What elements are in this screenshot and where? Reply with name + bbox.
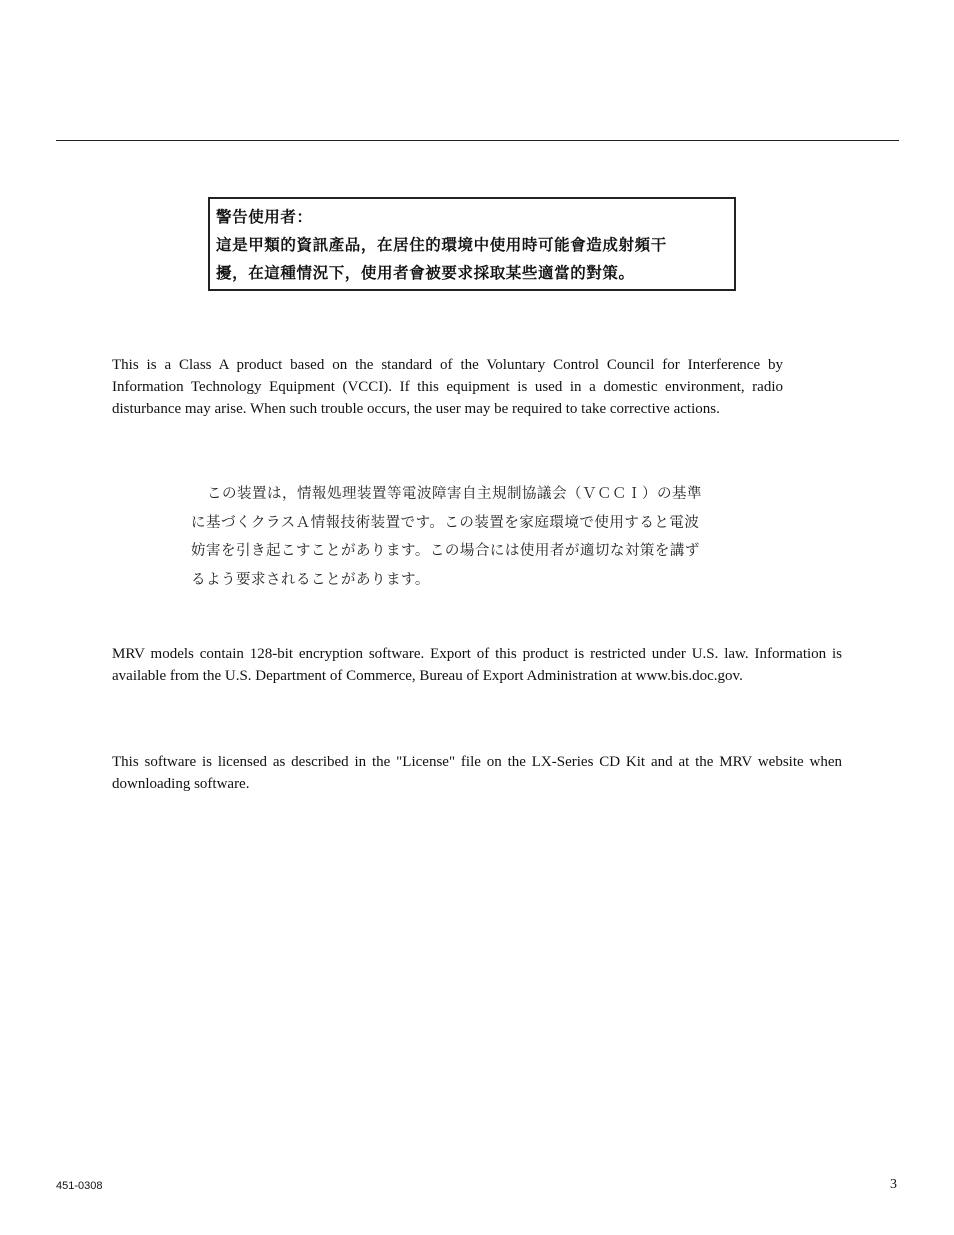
document-number: 451-0308 [56,1180,103,1192]
vcci-japanese-line-3: 妨害を引き起こすことがあります。この場合には使用者が適切な対策を講ず [191,543,700,559]
vcci-english-notice: This is a Class A product based on the standard of the Voluntary Control Council for Interference by Information Technology Equipment (VCCI). If this equipment is used in a domestic environment, radio disturbance may arise. When such trouble occurs, the user may be required to take corrective actions. [112,357,783,417]
page-number: 3 [890,1177,897,1192]
export-notice: MRV models contain 128-bit encryption software. Export of this product is restricted under U.S. law. Information is available from the U.S. Department of Commerce, Bureau of Export Administration at www.bis.doc.gov. [112,646,842,684]
vcci-japanese-line-2: に基づくクラスＡ情報技術装置です。この装置を家庭環境で使用すると電波 [191,514,700,531]
vcci-japanese-notice [191,480,761,594]
taiwan-class-a-warning [208,197,736,291]
vcci-japanese-line-4: るよう要求されることがあります。 [191,571,430,588]
license-notice: This software is licensed as described in the "License" file on the LX-Series CD Kit and at the MRV website when downloading software. [112,754,842,792]
vcci-japanese-line-1: この装置は，情報処理装置等電波障害自主規制協議会（ＶＣＣＩ）の基準 [207,486,702,502]
taiwan-warning-line-2: 這是甲類的資訊產品，在居住的環境中使用時可能會造成射頻干 [216,236,667,254]
taiwan-warning-line-1: 警告使用者： [216,208,313,226]
taiwan-warning-line-3: 擾，在這種情況下，使用者會被要求採取某些適當的對策。 [216,264,635,282]
header-rule [56,140,899,141]
